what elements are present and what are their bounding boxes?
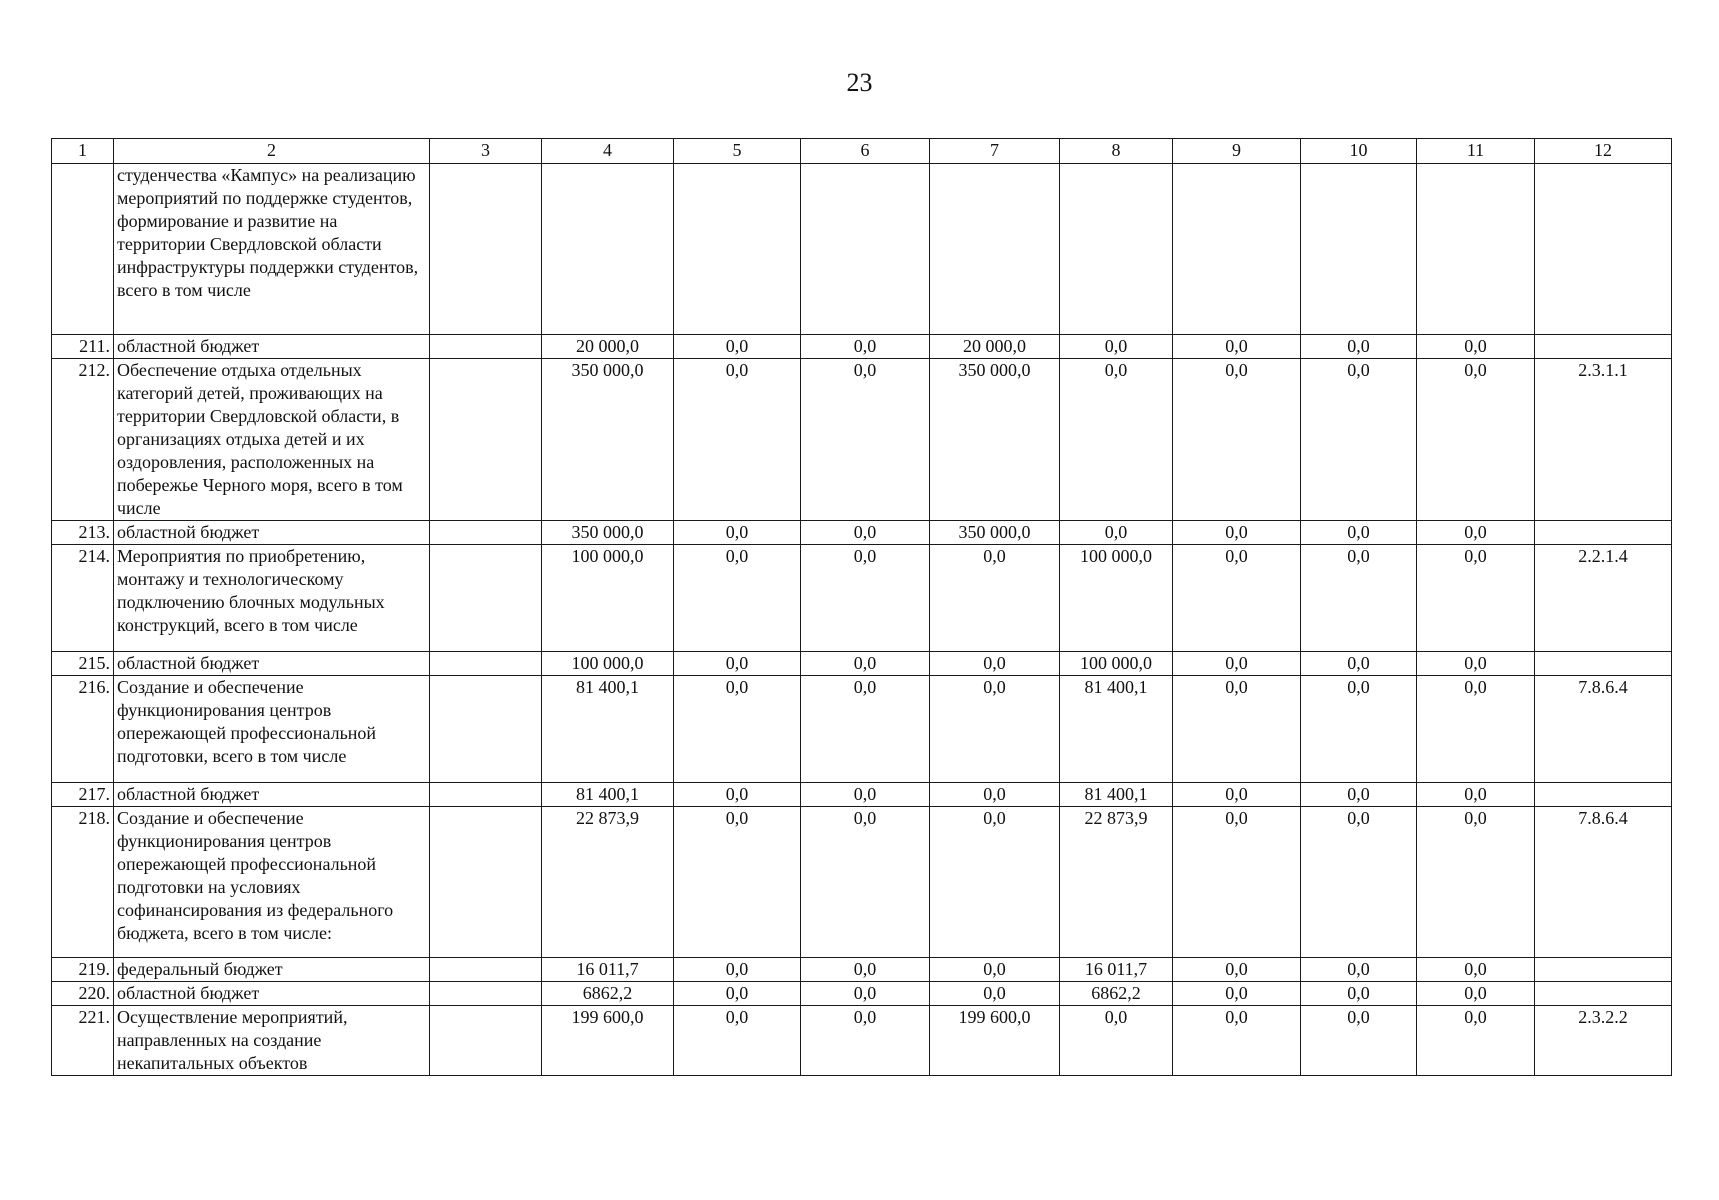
page-number: 23 — [846, 68, 873, 97]
value-cell: 0,0 — [1173, 521, 1301, 545]
value-cell: 350 000,0 — [542, 359, 674, 521]
code-cell: 2.2.1.4 — [1535, 545, 1672, 652]
value-cell: 0,0 — [1417, 652, 1535, 676]
budget-table — [51, 138, 1672, 1076]
value-cell: 0,0 — [801, 359, 930, 521]
value-cell: 0,0 — [1060, 359, 1173, 521]
column-3-cell — [430, 807, 542, 958]
value-cell: 0,0 — [801, 521, 930, 545]
value-cell: 0,0 — [1417, 982, 1535, 1006]
value-cell — [1060, 164, 1173, 335]
table-row — [52, 164, 1672, 335]
table-row — [52, 982, 1672, 1006]
header-cell: 6 — [801, 139, 930, 164]
code-cell — [1535, 652, 1672, 676]
row-number-cell: 215. — [52, 652, 114, 676]
row-name-cell: областной бюджет — [114, 335, 430, 359]
table-row — [52, 676, 1672, 783]
row-name-cell: областной бюджет — [114, 521, 430, 545]
value-cell: 0,0 — [1417, 1006, 1535, 1076]
value-cell: 0,0 — [1301, 652, 1417, 676]
value-cell — [1417, 164, 1535, 335]
code-cell — [1535, 335, 1672, 359]
value-cell: 0,0 — [1173, 545, 1301, 652]
value-cell: 20 000,0 — [542, 335, 674, 359]
value-cell: 0,0 — [1301, 545, 1417, 652]
value-cell: 100 000,0 — [1060, 545, 1173, 652]
column-3-cell — [430, 521, 542, 545]
value-cell: 6862,2 — [1060, 982, 1173, 1006]
value-cell: 350 000,0 — [930, 521, 1060, 545]
code-cell: 7.8.6.4 — [1535, 676, 1672, 783]
header-cell: 12 — [1535, 139, 1672, 164]
table-row — [52, 783, 1672, 807]
header-cell: 2 — [114, 139, 430, 164]
column-3-cell — [430, 164, 542, 335]
column-3-cell — [430, 783, 542, 807]
value-cell: 0,0 — [674, 359, 801, 521]
value-cell: 0,0 — [1417, 359, 1535, 521]
table-row — [52, 335, 1672, 359]
value-cell: 0,0 — [1301, 807, 1417, 958]
value-cell: 0,0 — [1301, 783, 1417, 807]
value-cell: 0,0 — [1173, 807, 1301, 958]
value-cell: 0,0 — [1301, 335, 1417, 359]
header-cell: 4 — [542, 139, 674, 164]
code-cell — [1535, 958, 1672, 982]
value-cell: 0,0 — [1173, 1006, 1301, 1076]
value-cell — [801, 164, 930, 335]
value-cell: 0,0 — [801, 958, 930, 982]
code-cell: 7.8.6.4 — [1535, 807, 1672, 958]
value-cell: 16 011,7 — [542, 958, 674, 982]
value-cell: 0,0 — [1173, 652, 1301, 676]
row-number-cell: 211. — [52, 335, 114, 359]
code-cell — [1535, 164, 1672, 335]
value-cell: 0,0 — [801, 652, 930, 676]
header-cell: 11 — [1417, 139, 1535, 164]
code-cell — [1535, 521, 1672, 545]
value-cell: 0,0 — [674, 807, 801, 958]
code-cell — [1535, 982, 1672, 1006]
value-cell: 0,0 — [1173, 958, 1301, 982]
value-cell: 0,0 — [1301, 676, 1417, 783]
table-row — [52, 1006, 1672, 1076]
header-cell: 8 — [1060, 139, 1173, 164]
row-number-cell: 219. — [52, 958, 114, 982]
column-3-cell — [430, 958, 542, 982]
value-cell: 0,0 — [1301, 521, 1417, 545]
value-cell: 0,0 — [1173, 335, 1301, 359]
value-cell: 22 873,9 — [1060, 807, 1173, 958]
value-cell: 0,0 — [674, 958, 801, 982]
row-name-cell: Обеспечение отдыха отдельных категорий детей, проживающих на территории Свердловской области, в организациях отдыха детей и их оздоровления, расположенных на побережье Черного моря, всего в том числе — [114, 359, 430, 521]
column-3-cell — [430, 1006, 542, 1076]
row-number-cell: 221. — [52, 1006, 114, 1076]
row-name-cell: Мероприятия по приобретению, монтажу и технологическому подключению блочных модульных конструкций, всего в том числе — [114, 545, 430, 652]
table-body — [52, 139, 1672, 1076]
header-cell: 9 — [1173, 139, 1301, 164]
value-cell: 0,0 — [1417, 521, 1535, 545]
value-cell: 0,0 — [930, 982, 1060, 1006]
value-cell: 0,0 — [930, 676, 1060, 783]
value-cell: 0,0 — [1060, 335, 1173, 359]
value-cell: 0,0 — [1173, 359, 1301, 521]
value-cell — [1301, 164, 1417, 335]
row-number-cell: 218. — [52, 807, 114, 958]
value-cell: 0,0 — [801, 545, 930, 652]
value-cell: 350 000,0 — [542, 521, 674, 545]
value-cell: 0,0 — [1173, 783, 1301, 807]
row-name-cell: Создание и обеспечение функционирования центров опережающей профессиональной подготовки на условиях софинансирования из федерального бюджета, всего в том числе: — [114, 807, 430, 958]
header-cell: 7 — [930, 139, 1060, 164]
value-cell: 0,0 — [1417, 545, 1535, 652]
value-cell: 0,0 — [674, 982, 801, 1006]
code-cell: 2.3.1.1 — [1535, 359, 1672, 521]
row-number-cell: 217. — [52, 783, 114, 807]
row-number-cell: 220. — [52, 982, 114, 1006]
value-cell: 0,0 — [674, 652, 801, 676]
row-number-cell — [52, 164, 114, 335]
value-cell: 100 000,0 — [1060, 652, 1173, 676]
value-cell: 350 000,0 — [930, 359, 1060, 521]
column-3-cell — [430, 335, 542, 359]
value-cell: 0,0 — [801, 676, 930, 783]
value-cell — [1173, 164, 1301, 335]
value-cell: 6862,2 — [542, 982, 674, 1006]
value-cell: 0,0 — [674, 335, 801, 359]
table-row — [52, 652, 1672, 676]
value-cell: 22 873,9 — [542, 807, 674, 958]
value-cell: 0,0 — [801, 783, 930, 807]
table-row — [52, 359, 1672, 521]
value-cell: 20 000,0 — [930, 335, 1060, 359]
value-cell: 0,0 — [1173, 982, 1301, 1006]
row-number-cell: 214. — [52, 545, 114, 652]
row-name-cell: областной бюджет — [114, 982, 430, 1006]
value-cell — [674, 164, 801, 335]
value-cell — [542, 164, 674, 335]
value-cell: 0,0 — [1060, 1006, 1173, 1076]
value-cell: 0,0 — [1301, 982, 1417, 1006]
row-number-cell: 213. — [52, 521, 114, 545]
header-cell: 10 — [1301, 139, 1417, 164]
table-row — [52, 545, 1672, 652]
value-cell: 0,0 — [674, 545, 801, 652]
value-cell: 0,0 — [1417, 676, 1535, 783]
value-cell: 0,0 — [930, 807, 1060, 958]
row-number-cell: 216. — [52, 676, 114, 783]
value-cell: 0,0 — [930, 958, 1060, 982]
row-name-cell: федеральный бюджет — [114, 958, 430, 982]
value-cell: 0,0 — [1417, 783, 1535, 807]
row-name-cell: Осуществление мероприятий, направленных на создание некапитальных объектов — [114, 1006, 430, 1076]
value-cell: 0,0 — [801, 982, 930, 1006]
value-cell: 0,0 — [1301, 359, 1417, 521]
column-3-cell — [430, 359, 542, 521]
code-cell: 2.3.2.2 — [1535, 1006, 1672, 1076]
value-cell: 0,0 — [801, 1006, 930, 1076]
code-cell — [1535, 783, 1672, 807]
value-cell: 81 400,1 — [542, 676, 674, 783]
value-cell: 81 400,1 — [1060, 676, 1173, 783]
header-cell: 1 — [52, 139, 114, 164]
value-cell: 199 600,0 — [930, 1006, 1060, 1076]
value-cell: 199 600,0 — [542, 1006, 674, 1076]
value-cell: 0,0 — [1301, 958, 1417, 982]
row-name-cell: Создание и обеспечение функционирования центров опережающей профессиональной подготовки, всего в том числе — [114, 676, 430, 783]
value-cell: 0,0 — [1417, 335, 1535, 359]
value-cell: 0,0 — [1173, 676, 1301, 783]
row-name-cell: областной бюджет — [114, 783, 430, 807]
value-cell: 81 400,1 — [542, 783, 674, 807]
column-3-cell — [430, 982, 542, 1006]
value-cell: 0,0 — [1301, 1006, 1417, 1076]
value-cell: 0,0 — [674, 676, 801, 783]
value-cell: 0,0 — [1417, 807, 1535, 958]
table-row — [52, 521, 1672, 545]
value-cell: 0,0 — [930, 652, 1060, 676]
value-cell: 0,0 — [674, 783, 801, 807]
header-row — [52, 139, 1672, 164]
column-3-cell — [430, 676, 542, 783]
row-name-cell: областной бюджет — [114, 652, 430, 676]
column-3-cell — [430, 545, 542, 652]
value-cell — [930, 164, 1060, 335]
value-cell: 0,0 — [801, 807, 930, 958]
column-3-cell — [430, 652, 542, 676]
table-row — [52, 958, 1672, 982]
value-cell: 100 000,0 — [542, 545, 674, 652]
row-name-cell: студенчества «Кампус» на реализацию мероприятий по поддержке студентов, формирование и развитие на территории Свердловской области инфраструктуры поддержки студентов, всего в том числе — [114, 164, 430, 335]
value-cell: 16 011,7 — [1060, 958, 1173, 982]
row-number-cell: 212. — [52, 359, 114, 521]
value-cell: 0,0 — [801, 335, 930, 359]
value-cell: 0,0 — [674, 1006, 801, 1076]
value-cell: 100 000,0 — [542, 652, 674, 676]
value-cell: 0,0 — [930, 783, 1060, 807]
value-cell: 0,0 — [1060, 521, 1173, 545]
header-cell: 5 — [674, 139, 801, 164]
table-row — [52, 807, 1672, 958]
value-cell: 81 400,1 — [1060, 783, 1173, 807]
value-cell: 0,0 — [930, 545, 1060, 652]
value-cell: 0,0 — [674, 521, 801, 545]
header-cell: 3 — [430, 139, 542, 164]
value-cell: 0,0 — [1417, 958, 1535, 982]
